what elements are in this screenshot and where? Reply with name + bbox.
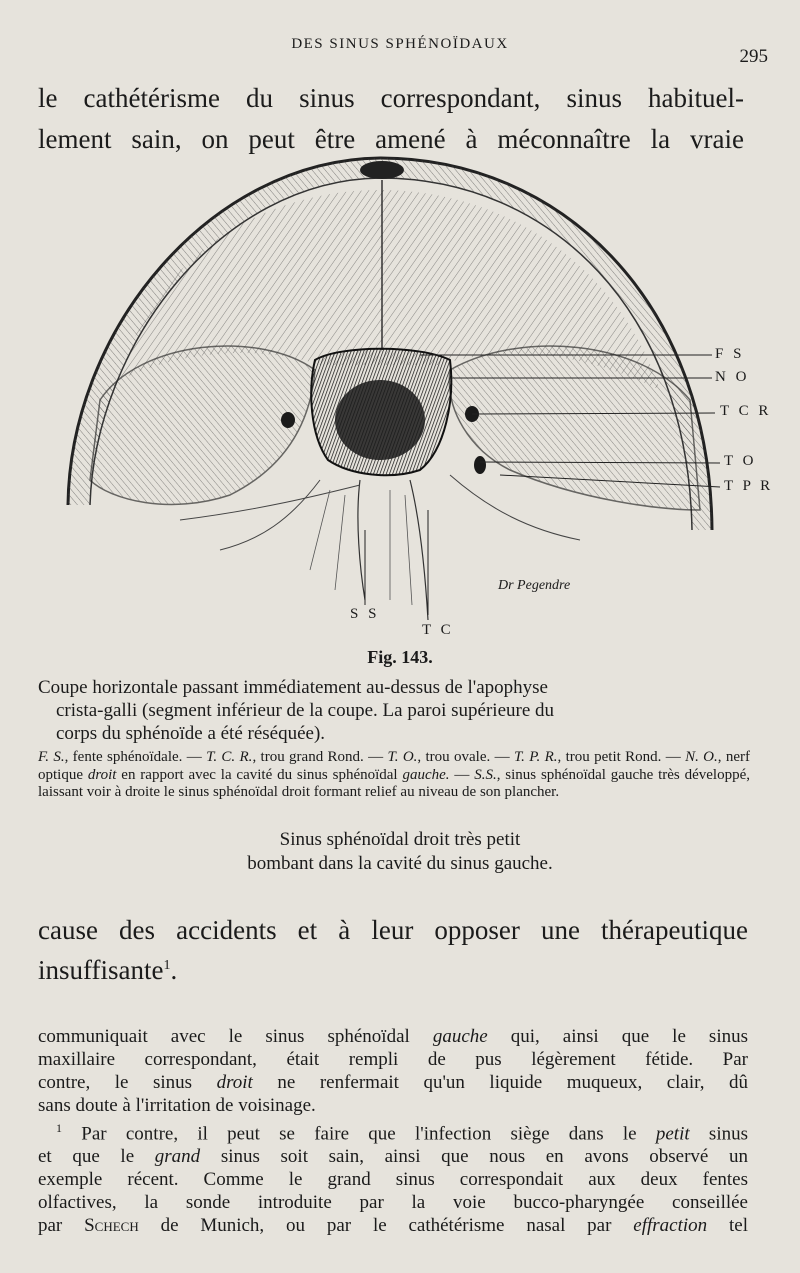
text-line: communiquait avec le sinus sphénoïdal gauche qui, ainsi que le sinus (38, 1026, 748, 1047)
legend-text: , fente sphénoïdale. — (64, 749, 207, 765)
text-line: insuffisante (38, 955, 164, 985)
anatomical-figure (60, 150, 780, 650)
legend-italic: droit (87, 766, 117, 783)
note-line: Sinus sphénoïdal droit très petit (279, 829, 521, 850)
text-punct: . (170, 955, 178, 985)
abbr-tcr: T. C. R. (206, 749, 253, 765)
artist-signature: Dr Pegendre (498, 578, 571, 593)
legend-text: , sinus sphénoïdal gauche très développé, laissant voir à droite le sinus sphénoïdal droit formant relief au niveau de son plancher. (38, 766, 751, 800)
text-line: exemple récent. Comme le grand sinus correspondait aux deux fentes (38, 1169, 748, 1191)
figure-caption (38, 676, 748, 745)
figure-number: Fig. 143. (367, 647, 433, 667)
text-line: contre, le sinus droit ne renfermait qu'un liquide muqueux, clair, dû (38, 1072, 748, 1093)
text-line: et que le grand sinus soit sain, ainsi que nous en avons observé un (38, 1146, 749, 1168)
footnote-line: $^1$ Par contre, il peut se faire que l'infection siège dans le petit sinus (56, 1121, 748, 1145)
legend-text: , nerf optique (38, 749, 751, 783)
caption-line: Coupe horizontale passant immédiatement au-dessus de l'apophyse (38, 677, 548, 698)
note-line: bombant dans la cavité du sinus gauche. (247, 853, 553, 874)
running-title: DES SINUS SPHÉNOÏDAUX (291, 36, 509, 52)
figure-legend (38, 749, 750, 802)
abbr-no: N. O. (685, 749, 718, 765)
abbr-to: T. O. (387, 749, 418, 765)
legend-text: , trou ovale. — (417, 749, 514, 765)
text-line: par Schech de Munich, ou par le cathétérisme nasal par effraction tel (38, 1215, 748, 1237)
page-number: 295 (739, 46, 768, 67)
text-line: lement sain, on peut être amené à méconnaître la vraie (38, 124, 744, 154)
text-line: cause des accidents et à leur opposer une thérapeutique (38, 915, 748, 945)
figure-note (0, 828, 800, 876)
legend-italic: gauche. (402, 766, 450, 783)
label-tc: T C (422, 622, 454, 638)
label-fs: F S (715, 346, 745, 362)
text-line: le cathétérisme du sinus correspondant, sinus habituel- (38, 83, 744, 113)
label-no: N O (715, 369, 750, 385)
label-to: T O (724, 453, 757, 469)
legend-text: — (449, 766, 475, 783)
legend-text: en rapport avec la cavité du sinus sphénoïdal (116, 766, 403, 783)
body-text-middle (38, 913, 748, 988)
text-line: maxillaire correspondant, était rempli de pus légèrement fétide. Par (38, 1049, 748, 1070)
legend-text: , trou petit Rond. — (557, 749, 686, 765)
legend-text: , trou grand Rond. — (252, 749, 388, 765)
label-tpr: T P R (724, 478, 774, 494)
text-line: olfactives, la sonde introduite par la voie bucco-pharyngée conseillée (38, 1192, 748, 1214)
skull-section-illustration (60, 150, 780, 650)
caption-line: corps du sphénoïde a été réséquée). (56, 723, 326, 744)
abbr-fs: F. S. (38, 749, 65, 765)
abbr-ss: S.S. (474, 766, 497, 783)
abbr-tpr: T. P. R. (513, 749, 558, 765)
author-name: Schech (84, 1215, 139, 1237)
body-text-top (38, 78, 744, 160)
text-line: sans doute à l'irritation de voisinage. (38, 1095, 316, 1116)
footnote-mark: 1 (163, 958, 171, 973)
footnote-mark: 1 (56, 1121, 62, 1135)
body-text-footnote (38, 1025, 748, 1237)
caption-line: crista-galli (segment inférieur de la coupe. La paroi supérieure du (56, 700, 555, 721)
label-tcr: T C R (720, 403, 772, 419)
label-ss: S S (350, 606, 380, 622)
